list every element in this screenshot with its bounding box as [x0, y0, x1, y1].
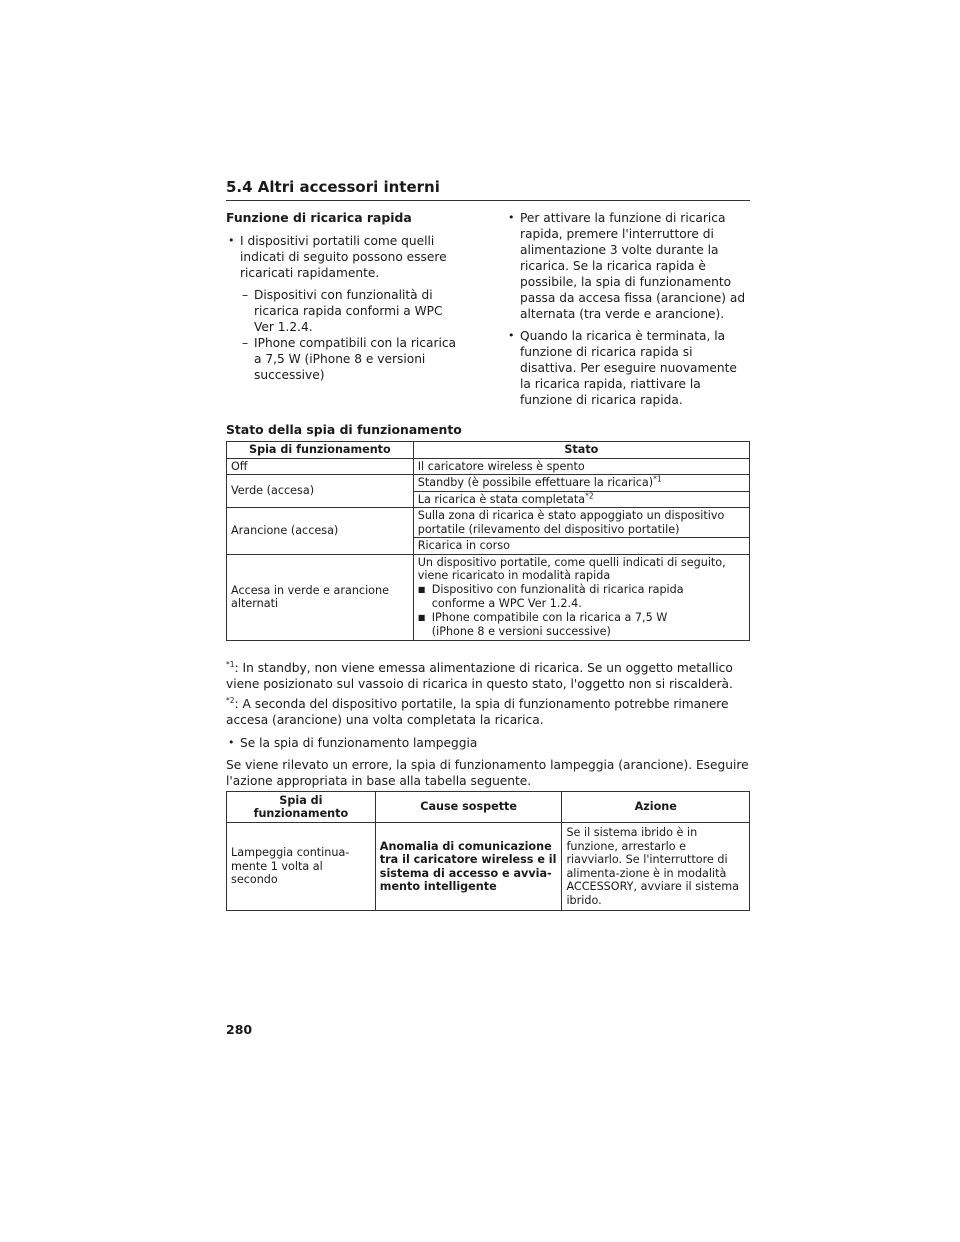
stato-table-title: Stato della spia di funzionamento [226, 422, 462, 437]
column-header: Azione [562, 792, 750, 823]
table-cell: Anomalia di comunicazione tra il caricatore wireless e il sistema di accesso e avvia-mento intelligente [375, 823, 562, 911]
section-header: 5.4 Altri accessori interni [226, 178, 750, 201]
left-column [226, 210, 466, 383]
quick-charge-heading: Funzione di ricarica rapida [226, 210, 412, 225]
column-header: Cause sospette [375, 792, 562, 823]
list-item: – IPhone compatibili con la ricarica a 7,5 W (iPhone 8 e versioni successive) [242, 336, 457, 382]
table-cell: Un dispositivo portatile, come quelli indicati di seguito, viene ricaricato in modalità rapida ■Dispositivo con funzionalità di ricarica rapida conforme a WPC Ver 1.2.4. ■IPhone compatibile con la ricarica a 7,5 W (iPhone 8 e versioni successive) [413, 554, 749, 640]
right-column [506, 210, 750, 414]
table-cell: Accesa in verde e arancione alternati [227, 554, 414, 640]
table-cell: Sulla zona di ricarica è stato appoggiato un dispositivo portatile (rilevamento del dispositivo portatile) [413, 508, 749, 538]
table-row [227, 475, 750, 492]
lamp-table [226, 791, 750, 911]
square-bullet-icon [418, 583, 432, 598]
table-cell: Se il sistema ibrido è in funzione, arrestarlo e riavviarlo. Se l'interruttore di alimenta-zione è in modalità ACCESSORY, avviare il sistema ibrido. [562, 823, 750, 911]
list-item: – Dispositivi con funzionalità di ricarica rapida conformi a WPC Ver 1.2.4. [242, 288, 443, 334]
footnote-1: $^{*1}$: In standby, non viene emessa alimentazione di ricarica. Se un oggetto metallico viene posizionato sul vassoio di ricarica in questo stato, l'oggetto non si riscalderà. [226, 659, 733, 691]
table-row [227, 554, 750, 640]
stato-table [226, 441, 750, 641]
list-item: • I dispositivi portatili come quelli indicati di seguito possono essere ricaricati rapidamente. [226, 233, 466, 281]
table-cell: La ricarica è stata completata$^{*2}$ [413, 491, 749, 508]
table-cell: Arancione (accesa) [227, 508, 414, 555]
footnote-2: $^{*2}$: A seconda del dispositivo portatile, la spia di funzionamento potrebbe rimanere accesa (arancione) una volta completata la ricarica. [226, 695, 729, 727]
table-row [227, 508, 750, 538]
list-item: • Per attivare la funzione di ricarica rapida, premere l'interruttore di alimentazione 3 volte durante la ricarica. Se la ricarica rapida è possibile, la spia di funzionamento passa da accesa fissa (arancione) ad alternata (tra verde e arancione). [506, 210, 750, 322]
paragraph: Se viene rilevato un errore, la spia di funzionamento lampeggia (arancione). Eseguire l'azione appropriata in base alla tabella seguente. [226, 758, 749, 788]
table-cell: Verde (accesa) [227, 475, 414, 508]
table-row [227, 458, 750, 475]
table-cell: Off [227, 458, 414, 475]
column-header: Stato [413, 442, 749, 459]
column-header: Spia di funzionamento [227, 442, 414, 459]
table-header-row [227, 792, 750, 823]
column-header: Spia di funzionamento [227, 792, 376, 823]
table-row [227, 823, 750, 911]
table-cell: Standby (è possibile effettuare la ricarica)$^{*1}$ [413, 475, 749, 492]
table-cell: Ricarica in corso [413, 538, 749, 555]
list-item: • Quando la ricarica è terminata, la funzione di ricarica rapida si disattiva. Per eseguire nuovamente la ricarica rapida, riattivare la funzione di ricarica rapida. [506, 328, 750, 408]
square-bullet-icon [418, 611, 432, 626]
page-number: 280 [226, 1022, 253, 1037]
table-cell: Lampeggia continua-mente 1 volta al secondo [227, 823, 376, 911]
list-item: • Se la spia di funzionamento lampeggia [226, 735, 750, 757]
table-header-row [227, 442, 750, 459]
table-cell: Il caricatore wireless è spento [413, 458, 749, 475]
